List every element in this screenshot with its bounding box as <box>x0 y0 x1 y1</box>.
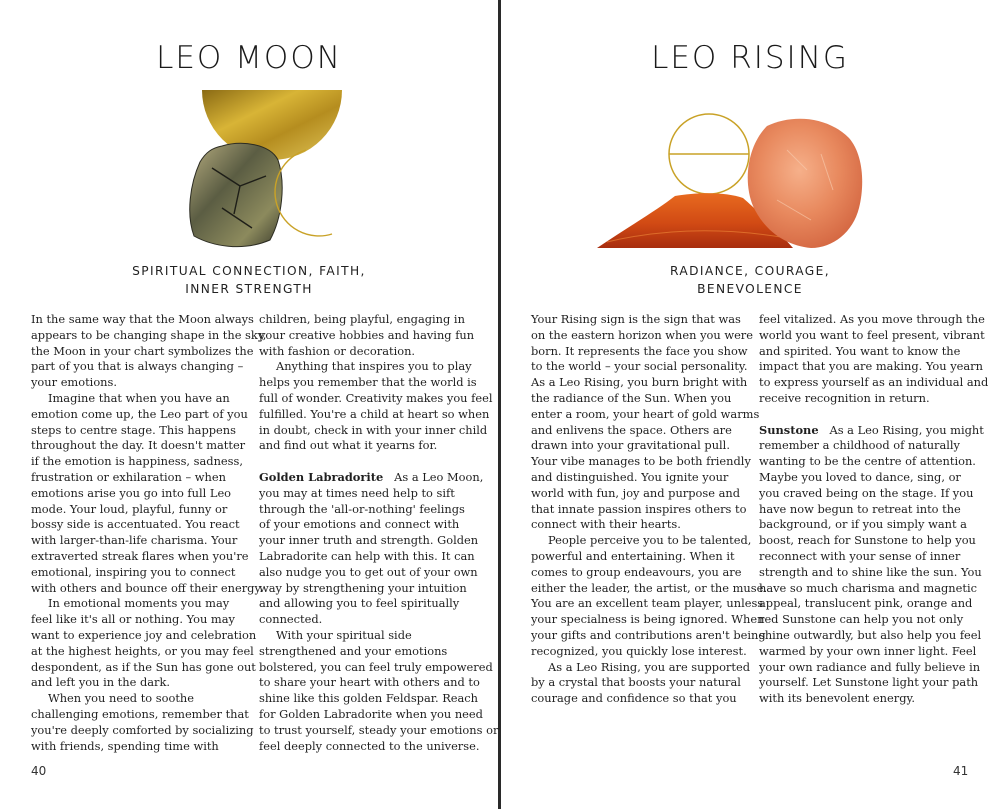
text-column-1 <box>31 312 267 754</box>
keywords-subtitle: SPIRITUAL CONNECTION, FAITH, INNER STRENGTH <box>132 264 366 296</box>
page-title: LEO MOON <box>156 40 342 76</box>
right-page <box>501 0 999 809</box>
paragraph: Imagine that when you have an emotion come up, the Leo part of you steps to centre stage. This happens throughout the day. It doesn't matter if the emotion is happiness, sadness, frustration or exhilaration – when emotions arise you go into full Leo mode. Your loud, playful, funny or bossy side is accentuated. You react with larger-than-life charisma. Your extraverted streak flares when you're emotional, inspiring you to connect with others and bounce off their energy. <box>31 390 263 595</box>
paragraph: Anything that inspires you to play helps you remember that the world is full of wonder. Creativity makes you feel fulfilled. You're a child at heart so when in doubt, check in with your inner child and find out what it yearns for. <box>259 359 493 453</box>
page-title: LEO RISING <box>651 40 849 76</box>
keywords-subtitle: RADIANCE, COURAGE, BENEVOLENCE <box>669 264 831 296</box>
paragraph: As a Leo Rising, you are supported by a crystal that boosts your natural courage and confidence so that you <box>531 659 750 706</box>
crystal-heading: Golden Labradorite <box>259 469 384 484</box>
paragraph: Your Rising sign is the sign that was on the eastern horizon when you were born. It represents the face you show to the world – your social personality. As a Leo Rising, you burn bright with the radiance of the Sun. When you enter a room, your heart of gold warms and enlivens the space. Others are drawn into your gravitational pull. Your vibe manages to be both friendly and distinguished. You ignite your world with fun, joy and purpose and that innate passion inspires others to connect with their hearts. <box>531 312 760 532</box>
golden-labradorite-stone <box>190 143 282 246</box>
page-number: 41 <box>953 764 969 778</box>
paragraph: Sunstone As a Leo Rising, you might remember a childhood of naturally wanting to be the centre of attention. Maybe you loved to dance, sing, or you craved being on the stage. If you have now begun to retreat into the background, or if you simply want a boost, reach for Sunstone to help you reconnect with your sense of inner strength and to shine like the sun. You have so much charisma and magnetic appeal, translucent pink, orange and red Sunstone can help you not only shine outwardly, but also help you feel warmed by your own inner light. Feel your own radiance and fully believe in yourself. Let Sunstone light your path with its benevolent energy. <box>759 422 984 706</box>
crystal-heading: Sunstone <box>759 422 819 437</box>
text-column-2 <box>759 312 989 707</box>
paragraph: children, being playful, engaging in your creative hobbies and having fun with fashion or decoration. <box>259 312 475 358</box>
left-page <box>0 0 498 809</box>
paragraph: People perceive you to be talented, powerful and entertaining. When it comes to group endeavours, you are either the leader, the artist, or the muse. You are an excellent team player, unless your specialness is being ignored. When your gifts and contributions aren't being recognized, you quickly lose interest. <box>531 533 767 658</box>
paragraph: feel vitalized. As you move through the world you want to feel present, vibrant and spirited. You want to know the impact that you are making. You yearn to express yourself as an individual and receive recognition in return. <box>759 312 989 405</box>
rising-sun-crystal-illustration <box>597 110 877 252</box>
paragraph: In the same way that the Moon always appears to be changing shape in the sky, the Moon in your chart symbolizes the part of you that is always changing – your emotions. <box>31 312 267 390</box>
text-column-1 <box>531 312 767 707</box>
paragraph: When you need to soothe challenging emotions, remember that you're deeply comforted by socializing with friends, spending time with <box>31 691 254 753</box>
paragraph: In emotional moments you may feel like it's all or nothing. You may want to experience joy and celebration at the highest heights, or you may feel despondent, as if the Sun has gone out and left you in the dark. <box>31 596 257 690</box>
moon-crystal-illustration <box>182 88 352 250</box>
page-number: 40 <box>31 764 47 778</box>
paragraph: Golden Labradorite As a Leo Moon, you may at times need help to sift through the 'all-or-nothing' feelings of your emotions and connect with your inner truth and strength. Golden Labradorite can help with this. It can also nudge you to get out of your own way by strengthening your intuition and allowing you to feel spiritually connected. <box>259 469 484 627</box>
paragraph: With your spiritual side strengthened and your emotions bolstered, you can feel truly empowered to share your heart with others and to shine like this golden Feldspar. Reach for Golden Labradorite when you need to trust yourself, steady your emotions or feel deeply connected to the universe. <box>259 627 499 753</box>
crescent-moon-outline <box>275 150 332 236</box>
text-column-2 <box>259 312 499 754</box>
